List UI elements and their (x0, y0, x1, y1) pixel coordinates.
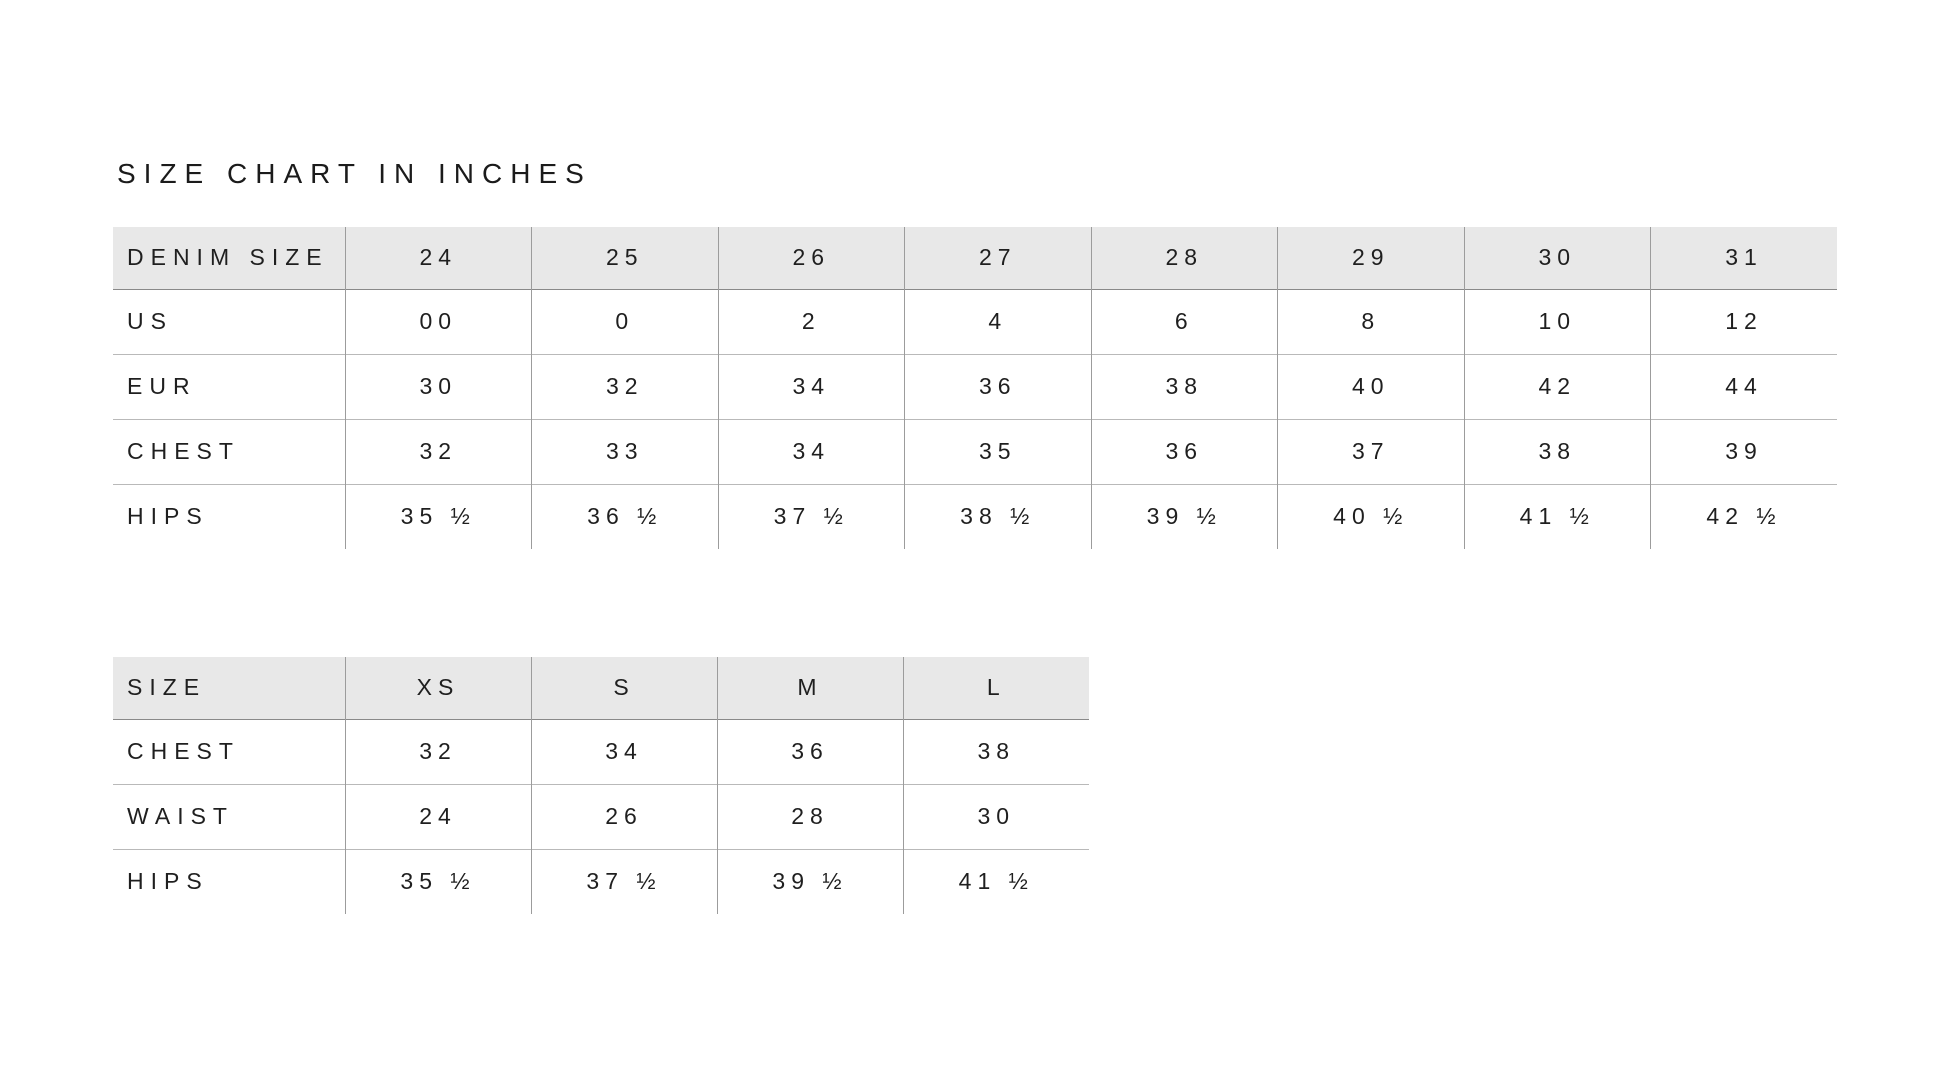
column-header-cell: 25 (532, 227, 719, 289)
value-cell: 41 ½ (903, 849, 1089, 914)
row-label-cell: US (127, 308, 173, 334)
row-label-cell: CHEST (127, 438, 240, 464)
value-cell: 38 (1464, 419, 1651, 484)
value-cell: 39 (1651, 419, 1838, 484)
value-cell: 0 (532, 289, 719, 354)
value-cell: 10 (1464, 289, 1651, 354)
denim-header-row (113, 227, 1837, 289)
value-cell: 36 (905, 354, 1092, 419)
value-cell: 33 (532, 419, 719, 484)
value-cell: 39 ½ (1091, 484, 1278, 549)
value-cell: 28 (717, 784, 903, 849)
denim-row-eur (113, 354, 1837, 419)
column-header-cell: 29 (1278, 227, 1465, 289)
value-cell: 40 ½ (1278, 484, 1465, 549)
value-cell: 34 (718, 354, 905, 419)
value-cell: 6 (1091, 289, 1278, 354)
column-header-cell: XS (345, 657, 531, 719)
value-cell: 37 ½ (531, 849, 717, 914)
row-label-cell: CHEST (127, 738, 240, 764)
denim-row-us (113, 289, 1837, 354)
column-header-cell: S (531, 657, 717, 719)
column-header-cell: 28 (1091, 227, 1278, 289)
apparel-size-table (113, 657, 1089, 914)
value-cell: 35 ½ (345, 849, 531, 914)
column-header-cell: L (903, 657, 1089, 719)
row-label-cell: EUR (127, 373, 197, 399)
denim-size-table (113, 227, 1837, 549)
value-cell: 37 (1278, 419, 1465, 484)
value-cell: 32 (532, 354, 719, 419)
value-cell: 35 ½ (345, 484, 532, 549)
value-cell: 30 (345, 354, 532, 419)
value-cell: 30 (903, 784, 1089, 849)
page-title: SIZE CHART IN INCHES (117, 158, 592, 189)
value-cell: 38 (903, 719, 1089, 784)
column-header-cell: 26 (718, 227, 905, 289)
value-cell: 32 (345, 719, 531, 784)
size-header-row (113, 657, 1089, 719)
value-cell: 24 (345, 784, 531, 849)
value-cell: 41 ½ (1464, 484, 1651, 549)
value-cell: 39 ½ (717, 849, 903, 914)
column-header-cell: 30 (1464, 227, 1651, 289)
value-cell: 44 (1651, 354, 1838, 419)
column-header-cell: 31 (1651, 227, 1838, 289)
value-cell: 42 ½ (1651, 484, 1838, 549)
value-cell: 36 ½ (532, 484, 719, 549)
value-cell: 42 (1464, 354, 1651, 419)
column-header-cell: 27 (905, 227, 1092, 289)
value-cell: 36 (717, 719, 903, 784)
size-row-chest (113, 719, 1089, 784)
value-cell: 32 (345, 419, 532, 484)
column-header-cell: 24 (345, 227, 532, 289)
value-cell: 12 (1651, 289, 1838, 354)
value-cell: 37 ½ (718, 484, 905, 549)
value-cell: 34 (531, 719, 717, 784)
header-label-cell: DENIM SIZE (113, 227, 345, 289)
value-cell: 4 (905, 289, 1092, 354)
size-row-hips (113, 849, 1089, 914)
value-cell: 00 (345, 289, 532, 354)
denim-row-hips (113, 484, 1837, 549)
denim-row-chest (113, 419, 1837, 484)
value-cell: 40 (1278, 354, 1465, 419)
value-cell: 36 (1091, 419, 1278, 484)
value-cell: 35 (905, 419, 1092, 484)
size-row-waist (113, 784, 1089, 849)
row-label-cell: WAIST (127, 803, 234, 829)
value-cell: 34 (718, 419, 905, 484)
value-cell: 2 (718, 289, 905, 354)
value-cell: 26 (531, 784, 717, 849)
value-cell: 38 (1091, 354, 1278, 419)
row-label-cell: HIPS (127, 503, 209, 530)
row-label-cell: HIPS (127, 868, 209, 895)
header-label-cell: SIZE (113, 657, 345, 719)
column-header-cell: M (717, 657, 903, 719)
value-cell: 8 (1278, 289, 1465, 354)
value-cell: 38 ½ (905, 484, 1092, 549)
